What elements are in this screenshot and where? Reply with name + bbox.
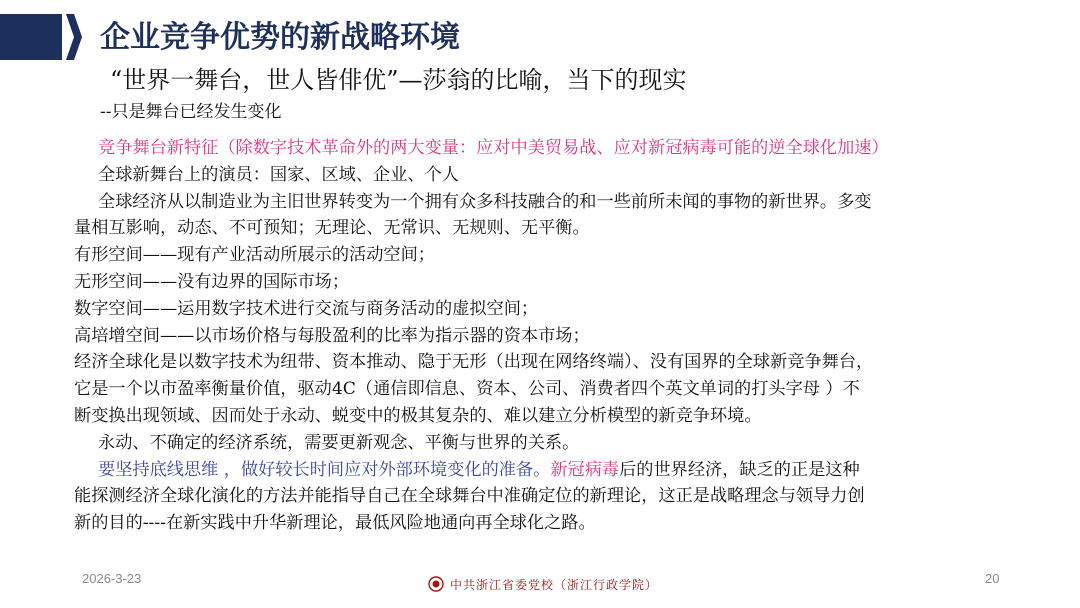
body-line: 竞争舞台新特征（除数字技术革命外的两大变量：应对中美贸易战、应对新冠病毒可能的逆全球化加速） [98,138,889,158]
body-line: 断变换出现领域、因而处于永动、蜕变中的极其复杂的、难以建立分析模型的新竞争环境。 [74,405,762,426]
body-line: 全球经济从以制造业为主旧世界转变为一个拥有众多科技融合的和一些前所未闻的事物的新世界。多变 [98,191,872,212]
slide-title: 企业竞争优势的新战略环境 [100,20,460,55]
body-line: 无形空间——没有边界的国际市场； [74,271,350,292]
body-line: 数字空间——运用数字技术进行交流与商务活动的虚拟空间； [74,298,539,319]
body-line-mixed [74,457,1034,484]
footer-date: 2026-3-23 [82,571,142,586]
body-line: 它是一个以市盈率衡量价值，驱动4C（通信即信息、资本、公司、消费者四个英文单词的打头字母 ）不 [74,379,860,400]
body-line: 量相互影响，动态、不可预知；无理论、无常识、无规则、无平衡。 [74,218,590,239]
slide-body [74,135,1034,537]
body-line: 高培增空间——以市场价格与每股盈利的比率为指示器的资本市场； [74,325,590,346]
highlight-covid: 新冠病毒 [550,459,620,480]
body-line-rest: 后的世界经济，缺乏的正是这种 [619,459,860,480]
body-line: 能探测经济全球化演化的方法并能指导自己在全球舞台中准确定位的新理论，这正是战略理念与领导力创 [74,486,865,507]
footer-institution: 中共浙江省委党校（浙江行政学院） [450,578,659,592]
body-line: 全球新舞台上的演员：国家、区域、企业、个人 [98,164,459,185]
body-line: 有形空间——现有产业活动所展示的活动空间； [74,245,435,266]
page-number: 20 [985,571,1000,586]
slide-subtitle: “世界一舞台，世人皆俳优”—莎翁的比喻，当下的现实 [110,66,687,94]
body-line: 经济全球化是以数字技术为纽带、资本推动、隐于无形（出现在网络终端）、没有国界的全球新竞争舞台， [74,352,874,373]
school-seal-icon [428,576,444,592]
slide-tagline: --只是舞台已经发生变化 [100,102,282,122]
body-line: 永动、不确定的经济系统，需要更新观念、平衡与世界的关系。 [98,432,580,453]
body-line: 新的目的----在新实践中升华新理论，最低风险地通向再全球化之路。 [74,513,596,534]
title-decoration-icon [0,14,90,60]
highlight-bottom-line-thinking: 要坚持底线思维 ，做好较长时间应对外部环境变化的准备。 [98,459,551,480]
